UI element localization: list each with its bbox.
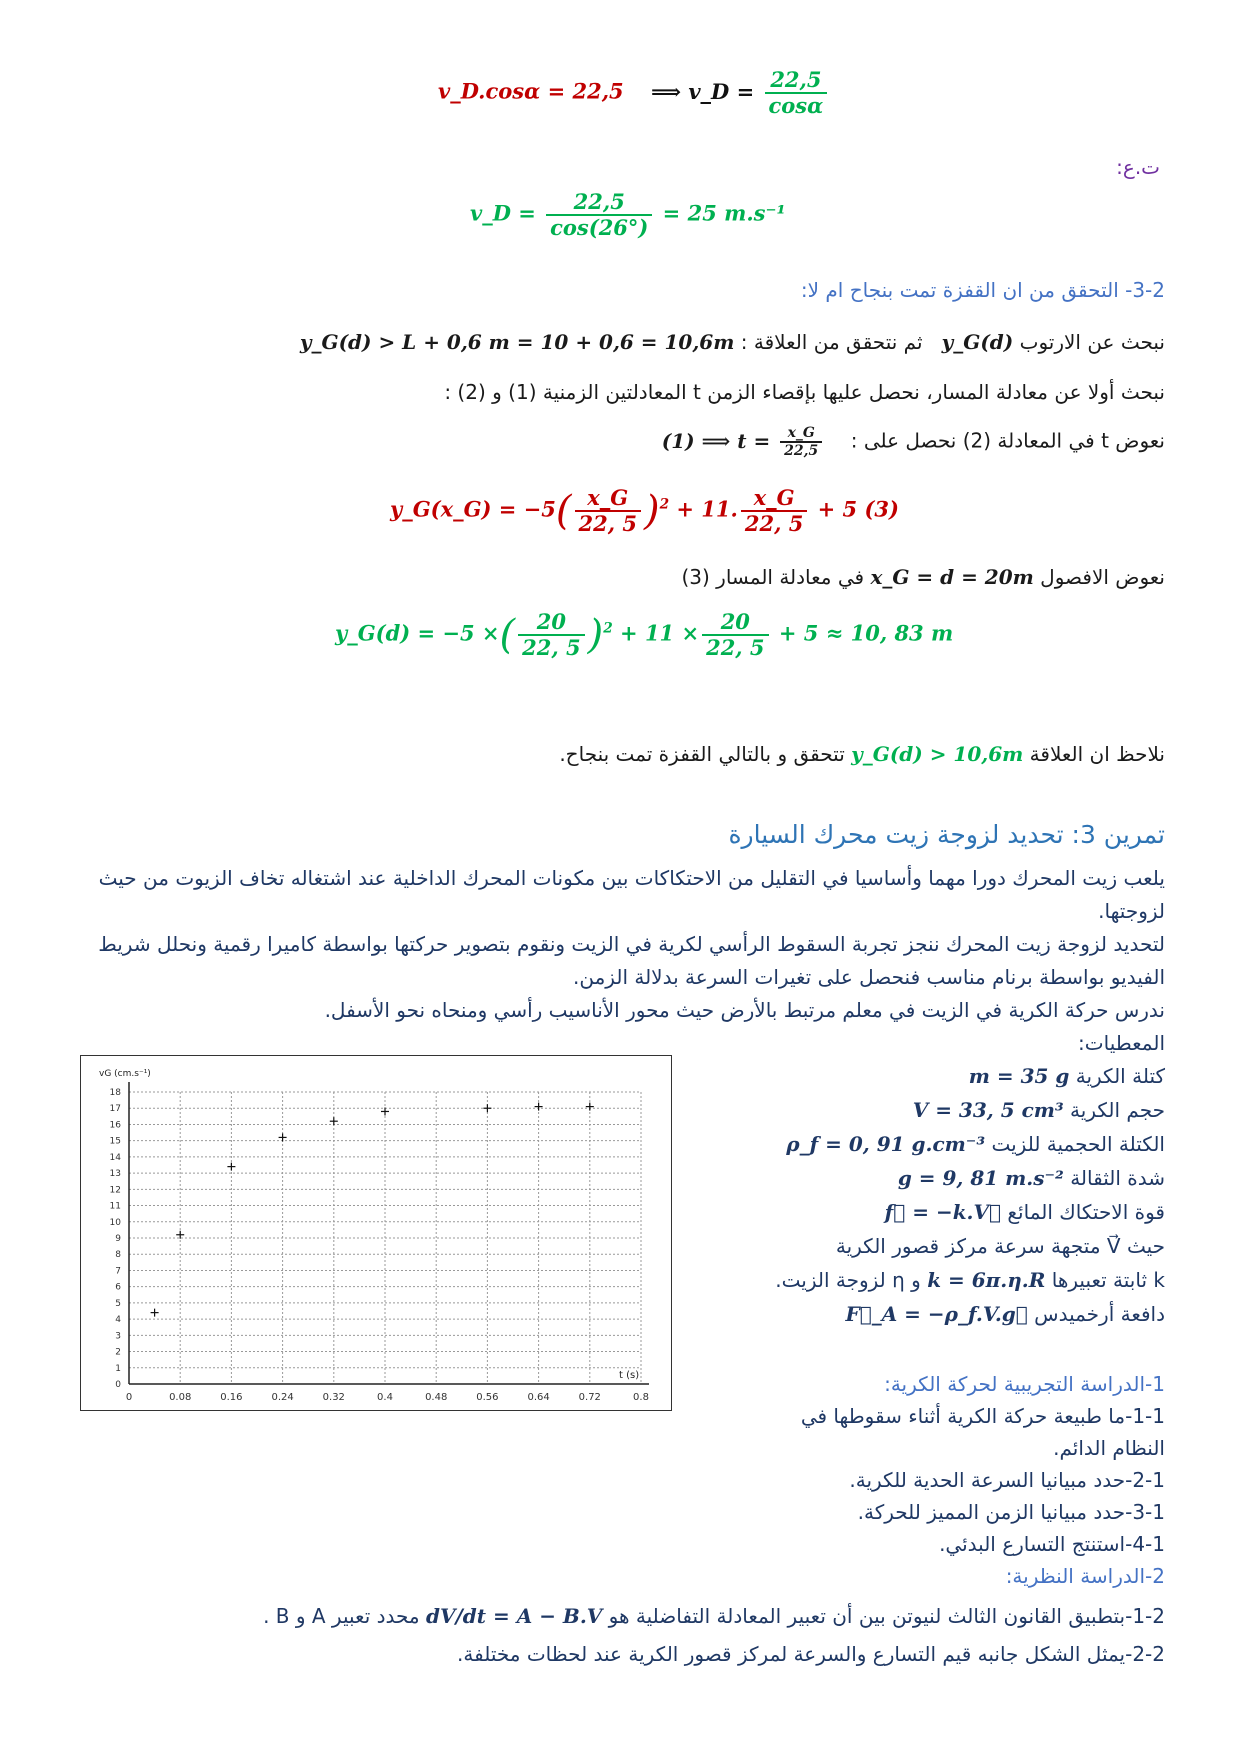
conclusion-math: y_G(d) > 10,6m: [851, 742, 1024, 766]
eq2-right: = 25 m.s⁻¹: [662, 200, 786, 226]
eq4-den1: 22, 5: [522, 635, 581, 661]
line1-math-b: y_G(d) > L + 0,6 m = 10 + 0,6 = 10,6m: [299, 330, 735, 354]
x-tick-label: 0.32: [322, 1392, 345, 1403]
line3-math: [661, 425, 825, 460]
given-k-def: [775, 1268, 1165, 1292]
eq1-numerator: 22,5: [765, 68, 828, 94]
given-gravity: [898, 1166, 1165, 1190]
y-tick-label: 17: [109, 1104, 121, 1115]
eq3-fraction1: [575, 486, 641, 536]
given-friction-math: f⃗ = −k.V⃗: [884, 1200, 1002, 1224]
conclusion-text2: تتحقق و بالتالي القفزة تمت بنجاح.: [559, 742, 845, 766]
question-2-2: 2-2-يمثل الشكل جانبه قيم التسارع والسرعة لمركز قصور الكرية عند لحظات مختلفة.: [457, 1642, 1165, 1666]
y-tick-label: 7: [115, 1266, 121, 1277]
given-density: [786, 1132, 1165, 1156]
conclusion-text: نلاحظ ان العلاقة: [1029, 742, 1165, 766]
equation-vd-value: [470, 190, 786, 240]
eq4-left: y_G(d) = −5 ×: [335, 620, 500, 646]
x-tick-label: 0.4: [377, 1392, 393, 1403]
question-1-1b: النظام الدائم.: [1053, 1436, 1165, 1460]
question-1-1a: 1-1-ما طبيعة حركة الكرية أثناء سقوطها في: [800, 1404, 1165, 1428]
given-k-math: k = 6π.η.R: [927, 1268, 1046, 1292]
eq3-den1: 22, 5: [578, 511, 637, 537]
y-tick-label: 3: [115, 1331, 121, 1342]
eq1-left: v_D.cosα = 22,5: [438, 78, 624, 104]
y-tick-label: 5: [115, 1298, 121, 1309]
x-axis-label: t (s): [619, 1370, 640, 1381]
given-k-text-b: و η لزوجة الزيت.: [775, 1268, 921, 1292]
given-volume-math: V = 33, 5 cm³: [912, 1098, 1064, 1122]
eq2-left: v_D =: [470, 200, 536, 226]
te-label: ت.ع:: [1116, 155, 1160, 179]
x-tick-label: 0: [125, 1392, 133, 1403]
data-point: [586, 1103, 594, 1111]
eq1-arrow: ⟹ v_D =: [650, 78, 755, 104]
y-tick-label: 9: [115, 1234, 121, 1244]
line3-text: نعوض t في المعادلة (2) نحصل على :: [850, 428, 1165, 453]
eq3-left: y_G(x_G) = −5: [390, 496, 556, 522]
y-tick-label: 0: [115, 1380, 121, 1390]
given-archimedes-text: دافعة أرخميدس: [1034, 1302, 1165, 1326]
velocity-chart-svg: [81, 1056, 671, 1410]
given-k-text-a: k ثابتة تعبيرها: [1051, 1268, 1165, 1292]
eq3-right: + 5 (3): [817, 496, 899, 522]
x-tick-label: 0.56: [476, 1392, 499, 1403]
eq3-den2: 22, 5: [744, 511, 804, 537]
given-volume-text: حجم الكرية: [1070, 1098, 1165, 1122]
question-2-1: [263, 1604, 1165, 1628]
section-3-2-line1: [300, 330, 1165, 354]
exercise3-title: تمرين 3: تحديد لزوجة زيت محرك السيارة: [728, 820, 1165, 849]
velocity-chart: [80, 1055, 672, 1411]
exercise3-paragraph1: يلعب زيت المحرك دورا مهما وأساسيا في التقليل من الاحتكاكات بين مكونات المحرك الداخلية عند اشتغاله تخاف الزيوت من حيث لزوجتها.: [98, 866, 1165, 923]
given-velocity-def: حيث V⃗ متجهة سرعة مركز قصور الكرية: [835, 1234, 1165, 1258]
eq4-fraction2: [702, 610, 768, 660]
y-tick-label: 16: [109, 1120, 121, 1131]
eq1-denominator: cosα: [768, 93, 824, 119]
line1-text: نبحث عن الارتوب: [1019, 330, 1165, 354]
y-tick-label: 2: [115, 1347, 121, 1358]
givens-label: المعطيات:: [1078, 1031, 1165, 1055]
given-density-math: ρ_f = 0, 91 g.cm⁻³: [786, 1132, 986, 1156]
equation-yg-value: y_G(d) = −5 ×( $\frac{20}{22, 5}$ )$^2$ + 11 × $\frac{20}{22, 5}$ + 5 ≈ 10, 83 m: [335, 609, 954, 661]
given-mass-text: كتلة الكرية: [1075, 1064, 1165, 1088]
y-tick-label: 11: [109, 1201, 121, 1212]
data-point: [151, 1309, 159, 1317]
y-tick-label: 18: [109, 1088, 121, 1098]
given-mass-math: m = 35 g: [968, 1064, 1070, 1088]
line3-numerator: x_G: [780, 425, 822, 443]
given-gravity-math: g = 9, 81 m.s⁻²: [897, 1166, 1064, 1190]
y-tick-label: 14: [109, 1152, 121, 1163]
data-point: [483, 1104, 491, 1112]
section-3-2-line3: [662, 425, 1165, 459]
y-tick-label: 8: [115, 1250, 121, 1261]
conclusion-line: [559, 742, 1165, 766]
question-1-4: 4-1-استنتج التسارع البدئي.: [939, 1532, 1165, 1556]
x-tick-label: 0.48: [425, 1392, 448, 1403]
exercise3-paragraph2: لتحديد لزوجة زيت المحرك ننجز تجربة السقوط الرأسي لكرية في الزيت ونقوم بتصوير حركتها بواسطة كاميرا رقمية ونحلل شريط الفيديو بواسطة برنام مناسب فنحصل على تغيرات السرعة بدلالة الزمن.: [98, 932, 1165, 989]
section-3-2-heading: 3-2- التحقق من ان القفزة تمت بنجاح ام لا:: [800, 278, 1165, 302]
y-tick-label: 1: [115, 1363, 121, 1374]
x-tick-label: 0.64: [527, 1392, 550, 1403]
x-tick-label: 0.8: [633, 1392, 649, 1403]
line3-fraction: [780, 425, 822, 459]
data-point: [535, 1103, 543, 1111]
x-tick-label: 0.72: [578, 1392, 601, 1403]
given-mass: [969, 1064, 1165, 1088]
eq3-fraction2: [741, 486, 807, 536]
eq4-right: + 5 ≈ 10, 83 m: [778, 620, 954, 646]
given-archimedes: [846, 1302, 1166, 1326]
eq4-den2: 22, 5: [706, 635, 765, 661]
line4-math: x_G = d = 20m: [870, 565, 1034, 589]
question-2-1-text: 1-2-بتطبيق القانون الثالث لنيوتن بين أن تعبير المعادلة التفاضلية هو: [608, 1604, 1165, 1628]
eq4-num1: 20: [518, 610, 584, 636]
eq3-num1: x_G: [575, 486, 641, 512]
eq4-num2: 20: [702, 610, 768, 636]
eq2-numerator: 22,5: [546, 190, 652, 216]
eq3-mid: + 11.: [676, 496, 738, 522]
y-tick-label: 15: [109, 1136, 121, 1147]
section-3-2-line4: [681, 565, 1165, 589]
given-friction-text: قوة الاحتكاك المائع: [1007, 1200, 1165, 1224]
y-tick-label: 6: [115, 1282, 121, 1293]
line3-math-left: (1) ⟹ t =: [661, 428, 771, 453]
section2-heading: 2-الدراسة النظرية:: [1005, 1564, 1165, 1588]
equation-vd-cos: [438, 68, 830, 118]
line1-text2: ثم نتحقق من العلاقة :: [740, 330, 923, 354]
section1-heading: 1-الدراسة التجريبية لحركة الكرية:: [884, 1372, 1165, 1396]
y-axis-label: vG (cm.s⁻¹): [99, 1069, 151, 1079]
eq2-fraction: [546, 190, 652, 240]
eq1-fraction: [765, 68, 828, 118]
eq3-num2: x_G: [741, 486, 807, 512]
given-archimedes-math: F⃗_A = −ρ_f.V.g⃗: [845, 1302, 1028, 1326]
question-1-3: 3-1-حدد مبيانيا الزمن المميز للحركة.: [857, 1500, 1165, 1524]
eq4-fraction1: [518, 610, 584, 660]
given-gravity-text: شدة الثقالة: [1070, 1166, 1165, 1190]
question-2-1-text2: محدد تعبير A و B .: [263, 1604, 420, 1628]
eq4-mid: + 11 ×: [620, 620, 700, 646]
y-tick-label: 13: [109, 1169, 121, 1180]
section-3-2-line2: نبحث أولا عن معادلة المسار، نحصل عليها بإقصاء الزمن t المعادلتين الزمنية (1) و (2) :: [444, 380, 1165, 404]
x-tick-label: 0.16: [220, 1392, 243, 1403]
x-tick-label: 0.24: [271, 1392, 294, 1403]
given-density-text: الكتلة الحجمية للزيت: [991, 1132, 1165, 1156]
data-point: [227, 1163, 235, 1171]
eq2-denominator: cos(26°): [550, 215, 649, 241]
x-tick-label: 0.08: [169, 1392, 192, 1403]
line1-math-a: y_G(d): [941, 330, 1014, 354]
y-tick-label: 10: [109, 1217, 121, 1228]
line3-denominator: 22,5: [784, 443, 819, 460]
exercise3-paragraph3: ندرس حركة الكرية في الزيت في معلم مرتبط بالأرض حيث محور الأناسيب رأسي ومنحاه نحو الأسفل.: [324, 998, 1165, 1022]
y-tick-label: 12: [109, 1185, 121, 1196]
given-volume: [913, 1098, 1165, 1122]
equation-trajectory: y_G(x_G) = −5( $\frac{x\_G}{22, 5}$ )$^2$ + 11. $\frac{x\_G}{22, 5}$ + 5 (3): [390, 485, 899, 537]
question-1-2: 2-1-حدد مبيانيا السرعة الحدية للكرية.: [849, 1468, 1165, 1492]
y-tick-label: 4: [115, 1315, 121, 1326]
question-2-1-math: dV/dt = A − B.V: [426, 1604, 603, 1628]
given-friction: [885, 1200, 1165, 1224]
line4-text: نعوض الافصول: [1040, 565, 1165, 589]
line4-text2: في معادلة المسار (3): [681, 565, 865, 589]
